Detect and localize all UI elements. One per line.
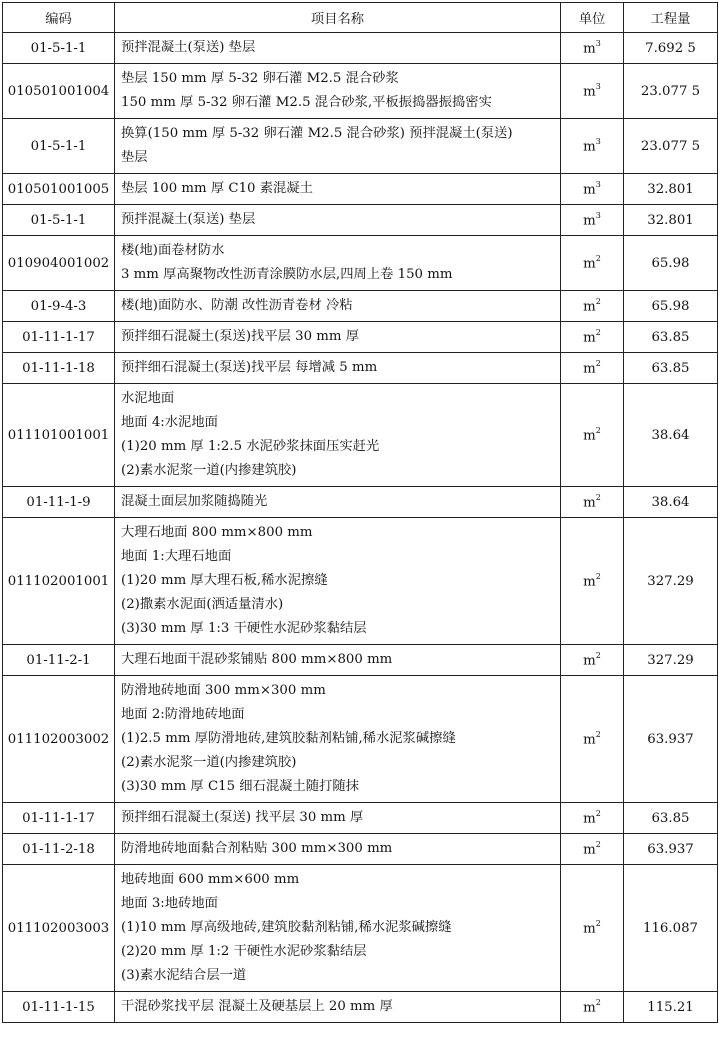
quantity-cell: 65.98: [624, 236, 718, 291]
item-name-cell: [115, 676, 561, 803]
item-code: 01-11-1-9: [3, 487, 115, 518]
item-name-line: 地面 1:大理石地面: [121, 549, 232, 564]
unit-base: m: [583, 330, 596, 346]
table-row: [3, 676, 718, 803]
quantity-cell: 23.077 5: [624, 64, 718, 119]
item-name-line: (1)2.5 mm 厚防滑地砖,建筑胶黏剂粘铺,稀水泥浆碱擦缝: [121, 731, 456, 746]
item-name-cell: [115, 518, 561, 645]
unit-cell: [561, 803, 624, 834]
table-row: [3, 322, 718, 353]
unit-cell: [561, 384, 624, 487]
item-code: 011102001001: [3, 518, 115, 645]
item-name-line: 垫层 100 mm 厚 C10 素混凝土: [121, 181, 313, 196]
unit-exponent: 3: [595, 179, 601, 189]
item-name-line: 150 mm 厚 5-32 卵石灌 M2.5 混合砂浆,平板振捣器振捣密实: [121, 95, 492, 110]
unit-exponent: 3: [595, 136, 601, 146]
unit-base: m: [583, 428, 596, 444]
unit-exponent: 3: [595, 81, 601, 91]
quantity-cell: 63.85: [624, 353, 718, 384]
item-name-cell: [115, 119, 561, 174]
item-name-cell: [115, 384, 561, 487]
item-name-line: (3)素水泥结合层一道: [121, 968, 247, 983]
item-name-line: 地面 2:防滑地砖地面: [121, 707, 245, 722]
unit-cell: [561, 487, 624, 518]
unit-cell: [561, 64, 624, 119]
unit-cell: [561, 865, 624, 992]
unit-cell: [561, 291, 624, 322]
item-name-line: 换算(150 mm 厚 5-32 卵石灌 M2.5 混合砂浆) 预拌混凝土(泵送): [121, 126, 513, 141]
item-name-line: 预拌细石混凝土(泵送) 找平层 30 mm 厚: [121, 810, 364, 825]
unit-base: m: [583, 653, 596, 669]
item-name-line: 预拌细石混凝土(泵送)找平层 每增减 5 mm: [121, 360, 378, 375]
unit-base: m: [583, 299, 596, 315]
item-name-line: 垫层 150 mm 厚 5-32 卵石灌 M2.5 混合砂浆: [121, 71, 399, 86]
item-name-line: 垫层: [121, 150, 148, 165]
item-name-line: 地面 3:地砖地面: [121, 896, 218, 911]
unit-base: m: [583, 182, 596, 198]
unit-cell: [561, 353, 624, 384]
item-name-line: (1)20 mm 厚大理石板,稀水泥擦缝: [121, 573, 328, 588]
quantity-cell: 65.98: [624, 291, 718, 322]
item-name-line: 预拌细石混凝土(泵送)找平层 30 mm 厚: [121, 329, 360, 344]
item-name-line: (3)30 mm 厚 C15 细石混凝土随打随抹: [121, 779, 359, 794]
unit-cell: [561, 645, 624, 676]
item-name-line: 预拌混凝土(泵送) 垫层: [121, 40, 256, 55]
unit-exponent: 2: [595, 808, 601, 818]
unit-exponent: 2: [595, 918, 601, 928]
unit-exponent: 2: [595, 296, 601, 306]
table-row: [3, 291, 718, 322]
unit-exponent: 2: [595, 839, 601, 849]
item-code: 01-9-4-3: [3, 291, 115, 322]
table-row: [3, 384, 718, 487]
quantity-cell: 23.077 5: [624, 119, 718, 174]
item-code: 010904001002: [3, 236, 115, 291]
table-row: [3, 353, 718, 384]
item-name-line: 地砖地面 600 mm×600 mm: [121, 872, 300, 887]
table-row: [3, 834, 718, 865]
item-name-line: (2)撒素水泥面(洒适量清水): [121, 597, 284, 612]
table-row: [3, 803, 718, 834]
unit-base: m: [583, 41, 596, 57]
table-body: [3, 33, 718, 1023]
header-quantity: 工程量: [624, 3, 718, 33]
header-unit: 单位: [561, 3, 624, 33]
item-code: 010501001004: [3, 64, 115, 119]
unit-cell: [561, 834, 624, 865]
unit-exponent: 2: [595, 253, 601, 263]
item-code: 011102003002: [3, 676, 115, 803]
item-code: 01-11-1-17: [3, 803, 115, 834]
item-name-line: 3 mm 厚高聚物改性沥青涂膜防水层,四周上卷 150 mm: [121, 267, 453, 282]
item-code: 010501001005: [3, 174, 115, 205]
unit-base: m: [583, 811, 596, 827]
quantity-cell: 63.937: [624, 676, 718, 803]
unit-cell: [561, 236, 624, 291]
unit-exponent: 2: [595, 327, 601, 337]
item-name-cell: [115, 992, 561, 1023]
item-name-cell: [115, 865, 561, 992]
unit-exponent: 2: [595, 571, 601, 581]
item-code: 01-5-1-1: [3, 119, 115, 174]
table-row: [3, 487, 718, 518]
table-row: [3, 64, 718, 119]
item-name-cell: [115, 834, 561, 865]
table-row: [3, 236, 718, 291]
item-name-line: 楼(地)面卷材防水: [121, 243, 225, 258]
unit-cell: [561, 322, 624, 353]
unit-exponent: 2: [595, 425, 601, 435]
unit-base: m: [583, 139, 596, 155]
item-name-line: (2)20 mm 厚 1:2 干硬性水泥砂浆黏结层: [121, 944, 367, 959]
item-code: 01-11-1-17: [3, 322, 115, 353]
item-name-line: (3)30 mm 厚 1:3 干硬性水泥砂浆黏结层: [121, 621, 367, 636]
item-name-line: 混凝土面层加浆随捣随光: [121, 494, 268, 509]
item-code: 011101001001: [3, 384, 115, 487]
item-code: 01-11-2-1: [3, 645, 115, 676]
item-name-line: 大理石地面干混砂浆铺贴 800 mm×800 mm: [121, 652, 393, 667]
unit-base: m: [583, 84, 596, 100]
unit-cell: [561, 205, 624, 236]
quantity-cell: 116.087: [624, 865, 718, 992]
item-code: 01-5-1-1: [3, 33, 115, 64]
item-code: 011102003003: [3, 865, 115, 992]
unit-exponent: 2: [595, 650, 601, 660]
unit-exponent: 2: [595, 492, 601, 502]
item-name-line: (2)素水泥浆一道(内掺建筑胶): [121, 463, 297, 478]
item-name-line: 防滑地砖地面 300 mm×300 mm: [121, 683, 326, 698]
unit-cell: [561, 992, 624, 1023]
unit-exponent: 2: [595, 997, 601, 1007]
unit-exponent: 3: [595, 210, 601, 220]
item-name-cell: [115, 236, 561, 291]
item-name-line: 防滑地砖地面黏合剂粘贴 300 mm×300 mm: [121, 841, 393, 856]
unit-base: m: [583, 732, 596, 748]
item-name-line: (1)10 mm 厚高级地砖,建筑胶黏剂粘铺,稀水泥浆碱擦缝: [121, 920, 452, 935]
item-name-cell: [115, 205, 561, 236]
item-name-line: 地面 4:水泥地面: [121, 415, 218, 430]
unit-base: m: [583, 361, 596, 377]
quantity-table: [2, 2, 718, 1023]
unit-exponent: 2: [595, 358, 601, 368]
item-name-cell: [115, 33, 561, 64]
unit-cell: [561, 174, 624, 205]
table-row: [3, 518, 718, 645]
item-name-cell: [115, 645, 561, 676]
item-name-cell: [115, 64, 561, 119]
quantity-cell: 63.85: [624, 803, 718, 834]
unit-base: m: [583, 842, 596, 858]
table-row: [3, 865, 718, 992]
item-name-line: (1)20 mm 厚 1:2.5 水泥砂浆抹面压实赶光: [121, 439, 380, 454]
quantity-cell: 32.801: [624, 205, 718, 236]
unit-cell: [561, 119, 624, 174]
unit-exponent: 2: [595, 729, 601, 739]
quantity-cell: 7.692 5: [624, 33, 718, 64]
unit-base: m: [583, 1000, 596, 1016]
unit-base: m: [583, 574, 596, 590]
unit-base: m: [583, 256, 596, 272]
header-row: [3, 3, 718, 33]
item-code: 01-5-1-1: [3, 205, 115, 236]
table-row: [3, 645, 718, 676]
table-row: [3, 205, 718, 236]
unit-cell: [561, 676, 624, 803]
item-name-line: 水泥地面: [121, 391, 175, 406]
table-row: [3, 174, 718, 205]
item-name-cell: [115, 803, 561, 834]
item-name-line: 干混砂浆找平层 混凝土及硬基层上 20 mm 厚: [121, 999, 393, 1014]
item-name-cell: [115, 174, 561, 205]
item-name-cell: [115, 353, 561, 384]
quantity-cell: 63.937: [624, 834, 718, 865]
header-code: 编码: [3, 3, 115, 33]
item-name-cell: [115, 322, 561, 353]
quantity-cell: 327.29: [624, 518, 718, 645]
quantity-cell: 115.21: [624, 992, 718, 1023]
table-row: [3, 33, 718, 64]
unit-base: m: [583, 213, 596, 229]
item-name-cell: [115, 291, 561, 322]
quantity-cell: 38.64: [624, 487, 718, 518]
quantity-cell: 38.64: [624, 384, 718, 487]
item-code: 01-11-2-18: [3, 834, 115, 865]
unit-cell: [561, 518, 624, 645]
quantity-cell: 327.29: [624, 645, 718, 676]
unit-base: m: [583, 921, 596, 937]
quantity-cell: 63.85: [624, 322, 718, 353]
item-name-line: (2)素水泥浆一道(内掺建筑胶): [121, 755, 297, 770]
item-name-cell: [115, 487, 561, 518]
header-item-name: 项目名称: [115, 3, 561, 33]
item-code: 01-11-1-18: [3, 353, 115, 384]
unit-cell: [561, 33, 624, 64]
quantity-cell: 32.801: [624, 174, 718, 205]
item-code: 01-11-1-15: [3, 992, 115, 1023]
unit-exponent: 3: [595, 38, 601, 48]
unit-base: m: [583, 495, 596, 511]
item-name-line: 大理石地面 800 mm×800 mm: [121, 525, 313, 540]
item-name-line: 楼(地)面防水、防潮 改性沥青卷材 冷粘: [121, 298, 353, 313]
table-row: [3, 119, 718, 174]
table-row: [3, 992, 718, 1023]
item-name-line: 预拌混凝土(泵送) 垫层: [121, 212, 256, 227]
